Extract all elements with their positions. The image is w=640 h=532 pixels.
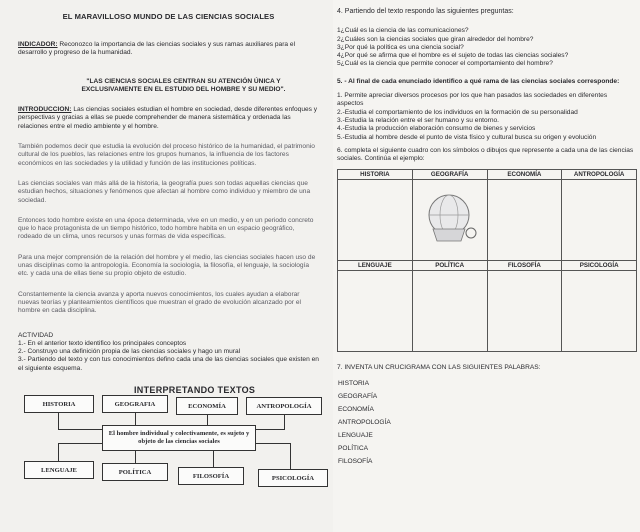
table-cell-politica[interactable] xyxy=(412,271,487,352)
diagram-title: INTERPRETANDO TEXTOS xyxy=(134,385,256,396)
indicador-paragraph xyxy=(18,41,319,58)
diagram-box-filosofia: FILOSOFÍA xyxy=(178,467,244,485)
connector-line xyxy=(207,415,208,425)
table-cell-geografia[interactable] xyxy=(412,180,487,261)
diagram-box-geografia: GEOGRAFIA xyxy=(102,395,168,413)
actividad-item: 2.- Construyo una definición propia de las ciencias sociales y hago un mural xyxy=(18,348,241,356)
paragraph-2: Las ciencias sociales van más allá de la historia, la geografía pues son todas aquellas ciencias que estudian hechos, situaciones y fenómenos que afectan al hombre como individuo y miembro de una sociedad. xyxy=(18,179,311,204)
crossword-word: ECONOMÍA xyxy=(338,405,374,413)
question-5-item: 5.-Estudia al hombre desde el punto de vista físico y cultural busca su origen y evolución xyxy=(337,133,597,141)
table-header-filosofia: FILOSOFÍA xyxy=(487,261,562,271)
paragraph-3: Entonces todo hombre existe en una época determinada, vive en un medio, y en un periodo concreto que lo hace protagonista de un tiempo histórico, todo hombre habita en un espacio geográfico, rodeado de un clima, unos recursos y unas formas de vida específicas. xyxy=(18,216,314,241)
connector-line xyxy=(58,429,102,430)
question-4-item: 3¿Por qué la política es una ciencia social? xyxy=(337,43,464,51)
table-header-economia: ECONOMÍA xyxy=(487,170,562,180)
connector-line xyxy=(256,429,285,430)
crossword-word: POLÍTICA xyxy=(338,444,369,452)
table-cell-psicologia[interactable] xyxy=(562,271,637,352)
question-4-item: 1¿Cuál es la ciencia de las comunicaciones? xyxy=(337,27,469,35)
intro-label: INTRODUCCION: xyxy=(18,106,72,114)
diagram-center-box: El hombre individual y colectivamente, es sujeto y objeto de las ciencias sociales xyxy=(102,425,256,451)
table-header-antropologia: ANTROPOLOGÍA xyxy=(562,170,637,180)
question-4-item: 2¿Cuáles son la ciencias sociales que giran alrededor del hombre? xyxy=(337,35,534,43)
diagram-box-economia: ECONOMÍA xyxy=(176,397,238,415)
ramas-table xyxy=(337,169,637,352)
question-4-title: 4. Partiendo del texto respondo las siguientes preguntas: xyxy=(337,8,514,15)
crossword-word: GEOGRAFÍA xyxy=(338,392,378,400)
table-cell-historia[interactable] xyxy=(338,180,413,261)
connector-line xyxy=(135,451,136,463)
intro-text: Las ciencias sociales estudian el hombre en sociedad, desde diferentes enfoques y perspectivas y gracias a ellas se puede comprehender de manera sistemática y ordenada las relaciones entre el medio ambiente y el hombre. xyxy=(18,106,318,130)
question-5-item: 4.-Estudia la producción elaboración consumo de bienes y servicios xyxy=(337,125,536,133)
connector-line xyxy=(256,443,290,444)
diagram-box-psicologia: PSICOLOGÍA xyxy=(258,469,328,487)
question-5-item: 2.-Estudia el comportamiento de los individuos en la formación de su personalidad xyxy=(337,108,578,116)
crossword-word: FILOSOFÍA xyxy=(338,457,373,465)
table-cell-antropologia[interactable] xyxy=(562,180,637,261)
diagram-box-politica: POLÍTICA xyxy=(102,463,168,481)
paragraph-4: Para una mejor comprensión de la relación del hombre y el medio, las ciencias sociales hacen uso de unas disciplinas como la antropología. Economía la sociología, la filosofía, el lenguaje, la sociología etc. y cada una de ellas tiene su propio objeto de estudio. xyxy=(18,253,316,278)
connector-line xyxy=(135,413,136,425)
question-6-title: 6. completa el siguiente cuadro con los símbolos o dibujos que represente a cada una de las ciencias sociales. Continúa el ejemplo: xyxy=(337,146,634,163)
diagram-box-lenguaje: LENGUAJE xyxy=(24,461,94,479)
question-5-item: 3.-Estudia la relación entre el ser humano y su entorno. xyxy=(337,116,500,124)
connector-line xyxy=(284,415,285,429)
actividad-title: ACTIVIDAD xyxy=(18,331,54,339)
table-header-lenguaje: LENGUAJE xyxy=(338,261,413,271)
question-7-title: 7. INVENTA UN CRUCIGRAMA CON LAS SIGUIENTES PALABRAS: xyxy=(337,364,541,372)
question-5-title: 5. - Al final de cada enunciado identifico a qué rama de las ciencias sociales corresponde: xyxy=(337,77,620,85)
right-page xyxy=(333,0,640,532)
concept-diagram xyxy=(18,385,319,490)
table-header-politica: POLÍTICA xyxy=(412,261,487,271)
globe-sketch-icon xyxy=(415,189,485,249)
table-cell-lenguaje[interactable] xyxy=(338,271,413,352)
indicador-label: INDICADOR: xyxy=(18,41,58,48)
quote: "LAS CIENCIAS SOCIALES CENTRAN SU ATENCIÓN ÚNICA Y EXCLUSIVAMENTE EN EL ESTUDIO DEL HOMBRE Y SU MEDIO". xyxy=(81,77,286,93)
paragraph-1: También podemos decir que estudia la evolución del proceso histórico de la humanidad, el patrimonio cultural de los pueblos, las relaciones entre los grupos humanos, la influencia de los factores económicos en las sociedades y la utilidad y función de las instituciones políticas. xyxy=(18,143,315,167)
worksheet-title: EL MARAVILLOSO MUNDO DE LAS CIENCIAS SOCIALES xyxy=(62,12,275,21)
table-header-psicologia: PSICOLOGÍA xyxy=(562,261,637,271)
actividad-item: 1.- En el anterior texto identifico los principales conceptos xyxy=(18,339,187,347)
crossword-word: ANTROPOLOGÍA xyxy=(338,418,391,426)
connector-line xyxy=(213,451,214,467)
connector-line xyxy=(58,413,59,429)
table-cell-filosofia[interactable] xyxy=(487,271,562,352)
crossword-word: LENGUAJE xyxy=(338,431,373,439)
connector-line xyxy=(58,443,59,461)
crossword-word: HISTORIA xyxy=(338,379,370,387)
table-header-historia: HISTORIA xyxy=(338,170,413,180)
diagram-box-historia: HISTORIA xyxy=(24,395,94,413)
diagram-box-antropologia: ANTROPOLOGÍA xyxy=(246,397,322,415)
question-5-item: 1. Permite apreciar diversos procesos por los que han pasados las sociedades en diferentes aspectos xyxy=(337,92,608,108)
intro-paragraph xyxy=(18,106,319,131)
indicador-text: Reconozco la importancia de las ciencias sociales y sus ramas auxiliares para el desarrollo y progreso de la humanidad. xyxy=(18,41,296,57)
table-cell-economia[interactable] xyxy=(487,180,562,261)
question-4-item: 4¿Por qué se afirma que el hombre es el sujeto de todas las ciencias sociales? xyxy=(337,52,569,60)
connector-line xyxy=(58,443,102,444)
table-header-geografia: GEOGRAFÍA xyxy=(412,170,487,180)
paragraph-5: Constantemente la ciencia avanza y aporta nuevos conocimientos, los cuales ayudan a elaborar nuevas teorías y planteamientos científicos que muestran el grado de evolución alcanzado por el hombre en cada disciplina. xyxy=(18,290,301,315)
question-4-item: 5¿Cuál es la ciencia que permite conocer el comportamiento del hombre? xyxy=(337,60,553,68)
connector-line xyxy=(290,443,291,469)
actividad-item: 3.- Partiendo del texto y con tus conocimientos defino cada una de las ciencias sociales que existen en el siguiente esquema. xyxy=(18,356,319,372)
